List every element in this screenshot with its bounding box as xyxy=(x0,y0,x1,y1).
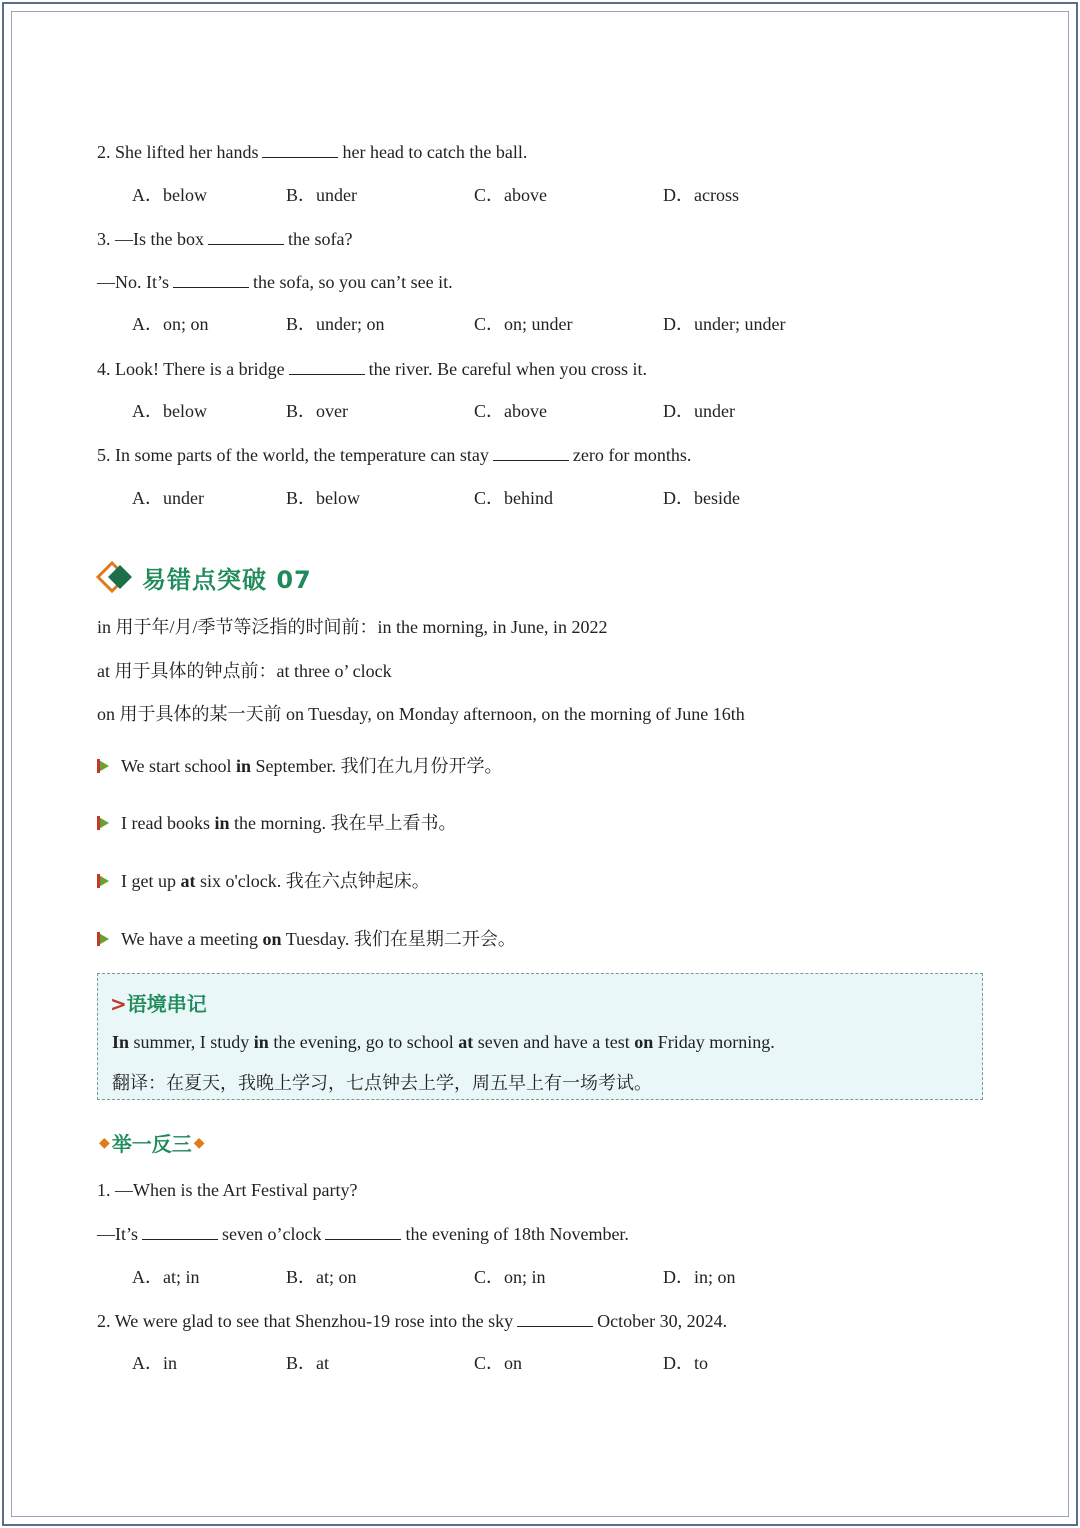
bullet-triangle-icon xyxy=(97,932,109,946)
practice-question-2 xyxy=(97,1308,727,1333)
options-q2 xyxy=(132,183,932,207)
diamond-logo-icon xyxy=(96,561,138,593)
option-c[interactable]: C．above xyxy=(474,401,547,421)
example-item: We have a meeting on Tuesday. 我们在星期二开会。 xyxy=(97,927,516,951)
answer-blank xyxy=(208,226,284,245)
diamond-icon: ◆ xyxy=(99,1134,110,1151)
question-text: Look! There is a bridge xyxy=(115,359,285,379)
option-b[interactable]: B．under; on xyxy=(286,314,385,334)
options-practice-q2 xyxy=(132,1351,932,1375)
option-d[interactable]: D．under xyxy=(663,401,735,421)
practice-title: 举一反三 xyxy=(111,1132,192,1156)
question-text: —When is the Art Festival party? xyxy=(115,1180,358,1200)
option-d[interactable]: D．under; under xyxy=(663,314,786,334)
diamond-icon: ◆ xyxy=(193,1134,205,1151)
rule-at: at 用于具体的钟点前：at three o’ clock xyxy=(97,661,392,681)
answer-blank xyxy=(142,1221,218,1240)
option-b[interactable]: B．at xyxy=(286,1353,329,1373)
question-text: —Is the box xyxy=(115,229,204,249)
question-text: zero for months. xyxy=(572,445,692,465)
option-b[interactable]: B．under xyxy=(286,185,357,205)
example-item: We start school in September. 我们在九月份开学。 xyxy=(97,754,503,778)
practice-question-1-line-2: —It’s seven o’clock the evening of 18th November. xyxy=(97,1221,629,1246)
bullet-triangle-icon xyxy=(97,816,109,830)
answer-blank xyxy=(517,1308,593,1327)
option-d[interactable]: D．in; on xyxy=(663,1267,736,1287)
option-c[interactable]: C．behind xyxy=(474,488,553,508)
section-title xyxy=(96,560,312,594)
option-a[interactable]: A．at; in xyxy=(132,1267,200,1287)
question-text: October 30, 2024. xyxy=(597,1311,728,1331)
answer-blank xyxy=(493,442,569,461)
option-a[interactable]: A．on; on xyxy=(132,314,209,334)
box-title: >语境串记 xyxy=(110,992,207,1016)
option-c[interactable]: C．on xyxy=(474,1353,523,1373)
example-item: I read books in the morning. 我在早上看书。 xyxy=(97,811,457,835)
context-memory-box xyxy=(97,973,983,1100)
practice-question-1 xyxy=(97,1178,357,1202)
question-text: —No. It’s xyxy=(97,272,169,292)
context-sentence: In summer, I study in the evening, go to school at seven and have a test on Friday morning. xyxy=(112,1032,775,1052)
chevron-right-icon: > xyxy=(110,992,127,1016)
option-b[interactable]: B．below xyxy=(286,488,360,508)
question-3 xyxy=(97,226,352,251)
option-c[interactable]: C．on; in xyxy=(474,1267,546,1287)
question-number: 5. xyxy=(97,445,111,465)
answer-blank xyxy=(289,356,365,375)
section-title-text: 易错点突破 07 xyxy=(142,565,312,594)
question-text: In some parts of the world, the temperature can stay xyxy=(115,445,489,465)
practice-heading xyxy=(97,1128,207,1157)
question-5 xyxy=(97,442,691,467)
option-a[interactable]: A．below xyxy=(132,401,207,421)
question-number: 3. xyxy=(97,229,111,249)
rule-on: on 用于具体的某一天前 on Tuesday, on Monday afternoon, on the morning of June 16th xyxy=(97,704,745,724)
answer-blank xyxy=(262,139,338,158)
question-number: 2. xyxy=(97,142,111,162)
bullet-triangle-icon xyxy=(97,874,109,888)
question-text: the sofa? xyxy=(288,229,353,249)
rule-in: in 用于年/月/季节等泛指的时间前：in the morning, in June, in 2022 xyxy=(97,617,608,637)
option-a[interactable]: A．under xyxy=(132,488,204,508)
bullet-triangle-icon xyxy=(97,759,109,773)
option-a[interactable]: A．in xyxy=(132,1353,177,1373)
question-3-line-2 xyxy=(97,269,453,294)
options-practice-q1 xyxy=(132,1265,932,1289)
question-4 xyxy=(97,356,647,381)
options-q5 xyxy=(132,486,932,510)
question-number: 2. xyxy=(97,1311,111,1331)
question-2 xyxy=(97,139,527,164)
question-number: 4. xyxy=(97,359,111,379)
option-a[interactable]: A．below xyxy=(132,185,207,205)
answer-blank xyxy=(173,269,249,288)
option-b[interactable]: B．at; on xyxy=(286,1267,357,1287)
question-text: We were glad to see that Shenzhou-19 rose into the sky xyxy=(114,1311,514,1331)
option-b[interactable]: B．over xyxy=(286,401,348,421)
answer-blank xyxy=(325,1221,401,1240)
option-c[interactable]: C．above xyxy=(474,185,547,205)
question-text: She lifted her hands xyxy=(115,142,259,162)
context-translation: 翻译：在夏天，我晚上学习，七点钟去上学，周五早上有一场考试。 xyxy=(112,1073,652,1093)
question-text: the sofa, so you can’t see it. xyxy=(253,272,453,292)
option-d[interactable]: D．across xyxy=(663,185,739,205)
options-q3 xyxy=(132,312,932,336)
option-c[interactable]: C．on; under xyxy=(474,314,573,334)
option-d[interactable]: D．beside xyxy=(663,488,740,508)
option-d[interactable]: D．to xyxy=(663,1353,708,1373)
question-number: 1. xyxy=(97,1180,111,1200)
example-item: I get up at six o'clock. 我在六点钟起床。 xyxy=(97,869,430,893)
options-q4 xyxy=(132,399,932,423)
question-text: her head to catch the ball. xyxy=(342,142,528,162)
question-text: the river. Be careful when you cross it. xyxy=(368,359,648,379)
